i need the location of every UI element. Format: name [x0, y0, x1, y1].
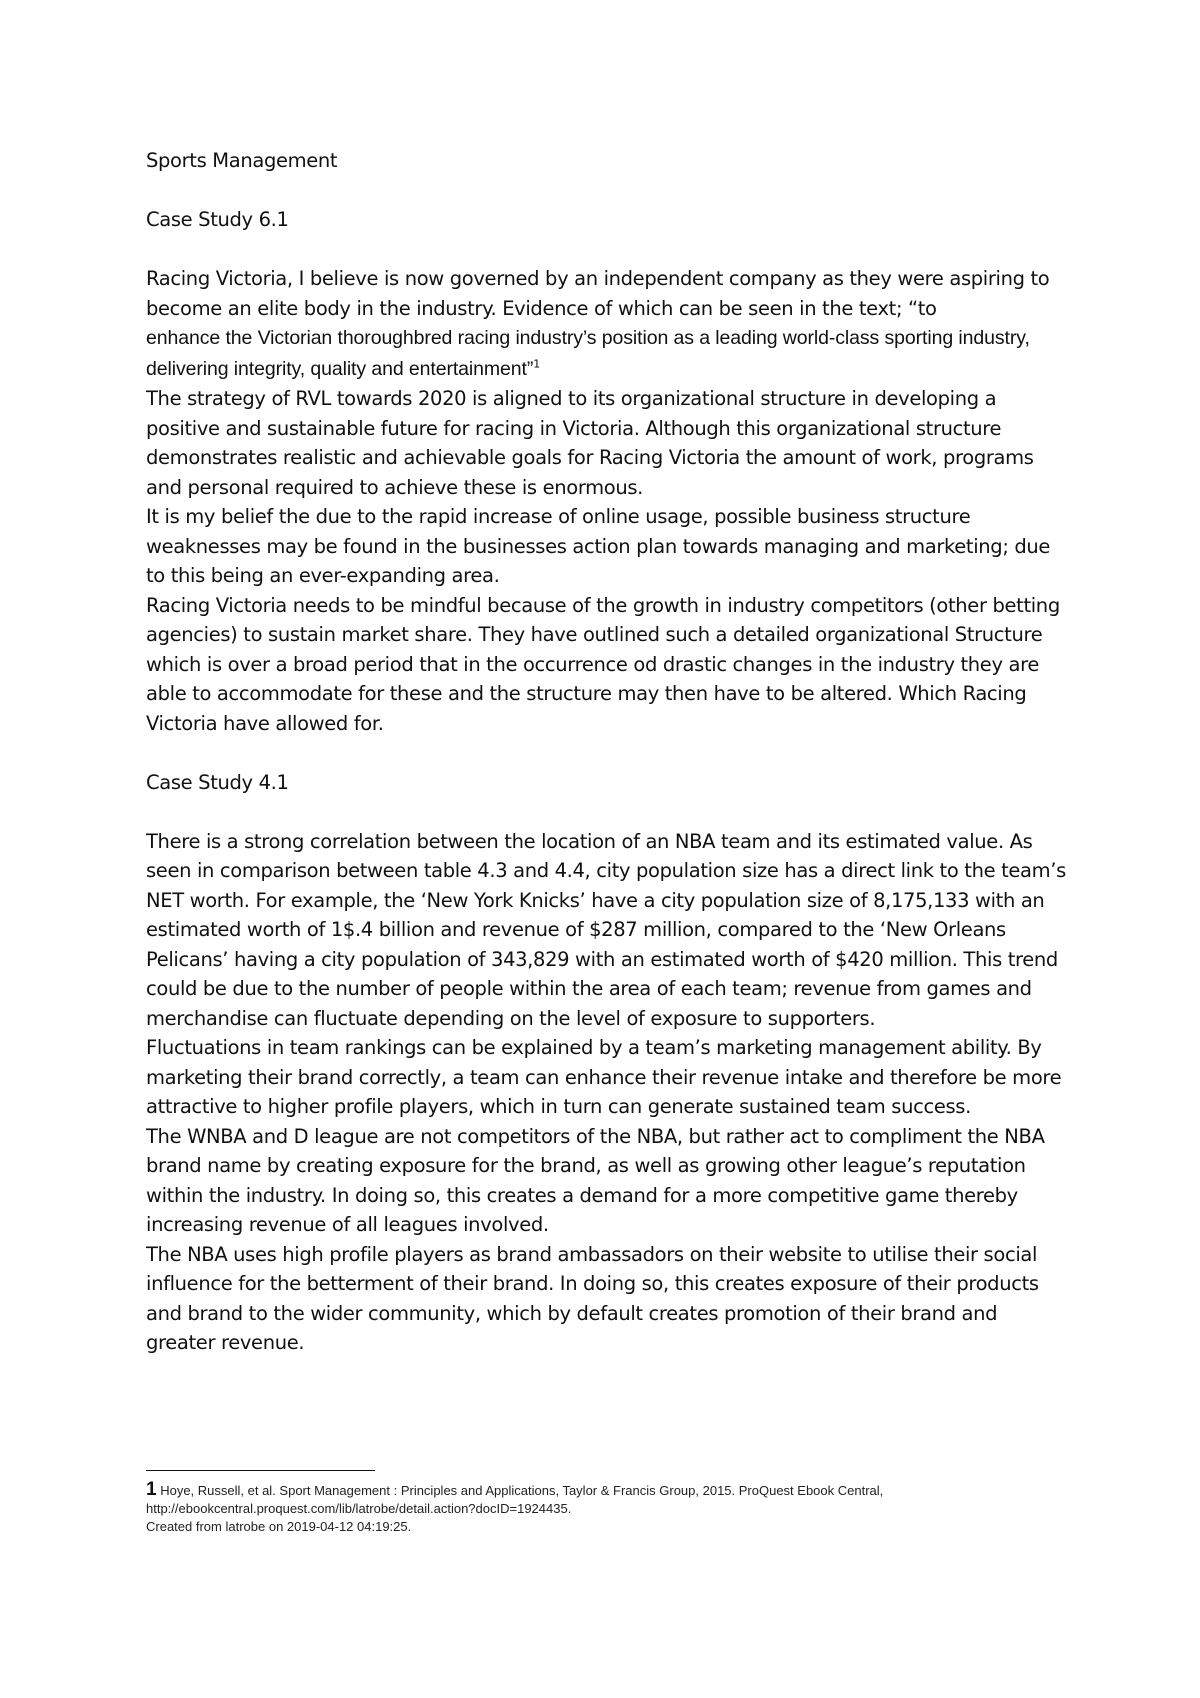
case-study-4-1-paragraph-1: There is a strong correlation between the location of an NBA team and its estimated value. As seen in comparison between table 4.3 and 4.4, city population size has a direct link to the team’s NET worth. For example, the ‘New York Knicks’ have a city population size of 8,175,133 with an estimated worth of 1$.4 billion and revenue of $287 million, compared to the ‘New Orleans Pelicans’ having a city population of 343,829 with an estimated worth of $420 million. This trend could be due to the number of people within the area of each team; revenue from games and merchandise can fluctuate depending on the level of exposure to supporters.	[146, 829, 1066, 1030]
paragraph-text: Racing Victoria, I believe is now governed by an independent company as they were aspiring to become an elite body in the industry. Evidence of which can be seen in the text; “to	[146, 267, 1050, 320]
document-body	[146, 146, 1066, 1358]
document-title: Sports Management	[146, 149, 338, 172]
case-study-6-1-paragraph-4: Racing Victoria needs to be mindful because of the growth in industry competitors (other betting agencies) to sustain market share. They have outlined such a detailed organizational Structure which is over a broad period that in the occurrence od drastic changes in the industry they are able to accommodate for these and the structure may then have to be altered. Which Racing Victoria have allowed for.	[146, 593, 1060, 735]
footnote-citation: Hoye, Russell, et al. Sport Management : Principles and Applications, Taylor & Francis Group, 2015. ProQuest Ebook Central, http://ebookcentral.proquest.com/lib/latrobe/detail.action?docID=1924435.	[146, 1483, 884, 1516]
footnote	[146, 1481, 1066, 1536]
quoted-text: enhance the Victorian thoroughbred racing industry’s position as a leading world-class sporting industry, delivering integrity, quality and entertainment”	[146, 327, 1030, 380]
case-study-6-1-paragraph-1	[146, 264, 1066, 384]
case-study-6-1-heading: Case Study 6.1	[146, 208, 289, 231]
footnote-separator	[146, 1470, 375, 1471]
footnote-number: 1	[146, 1479, 157, 1500]
case-study-4-1-paragraph-3: The WNBA and D league are not competitors of the NBA, but rather act to compliment the NBA brand name by creating exposure for the brand, as well as growing other league’s reputation within the industry. In doing so, this creates a demand for a more competitive game thereby increasing revenue of all leagues involved.	[146, 1124, 1045, 1236]
footnote-reference: 1	[533, 357, 540, 370]
case-study-6-1-paragraph-3: It is my belief the due to the rapid increase of online usage, possible business structure weaknesses may be found in the businesses action plan towards managing and marketing; due to this being an ever-expanding area.	[146, 505, 1051, 587]
case-study-6-1-paragraph-2: The strategy of RVL towards 2020 is aligned to its organizational structure in developing a positive and sustainable future for racing in Victoria. Although this organizational structure demonstrates realistic and achievable goals for Racing Victoria the amount of work, programs and personal required to achieve these is enormous.	[146, 387, 1034, 499]
case-study-4-1-paragraph-2: Fluctuations in team rankings can be explained by a team’s marketing management ability. By marketing their brand correctly, a team can enhance their revenue intake and therefore be more attractive to higher profile players, which in turn can generate sustained team success.	[146, 1036, 1062, 1118]
case-study-4-1-paragraph-4: The NBA uses high profile players as brand ambassadors on their website to utilise their social influence for the betterment of their brand. In doing so, this creates exposure of their products and brand to the wider community, which by default creates promotion of their brand and greater revenue.	[146, 1242, 1039, 1354]
footnote-created: Created from latrobe on 2019-04-12 04:19:25.	[146, 1519, 412, 1534]
footnote-citation-line	[146, 1481, 1066, 1518]
case-study-4-1-heading: Case Study 4.1	[146, 770, 289, 794]
